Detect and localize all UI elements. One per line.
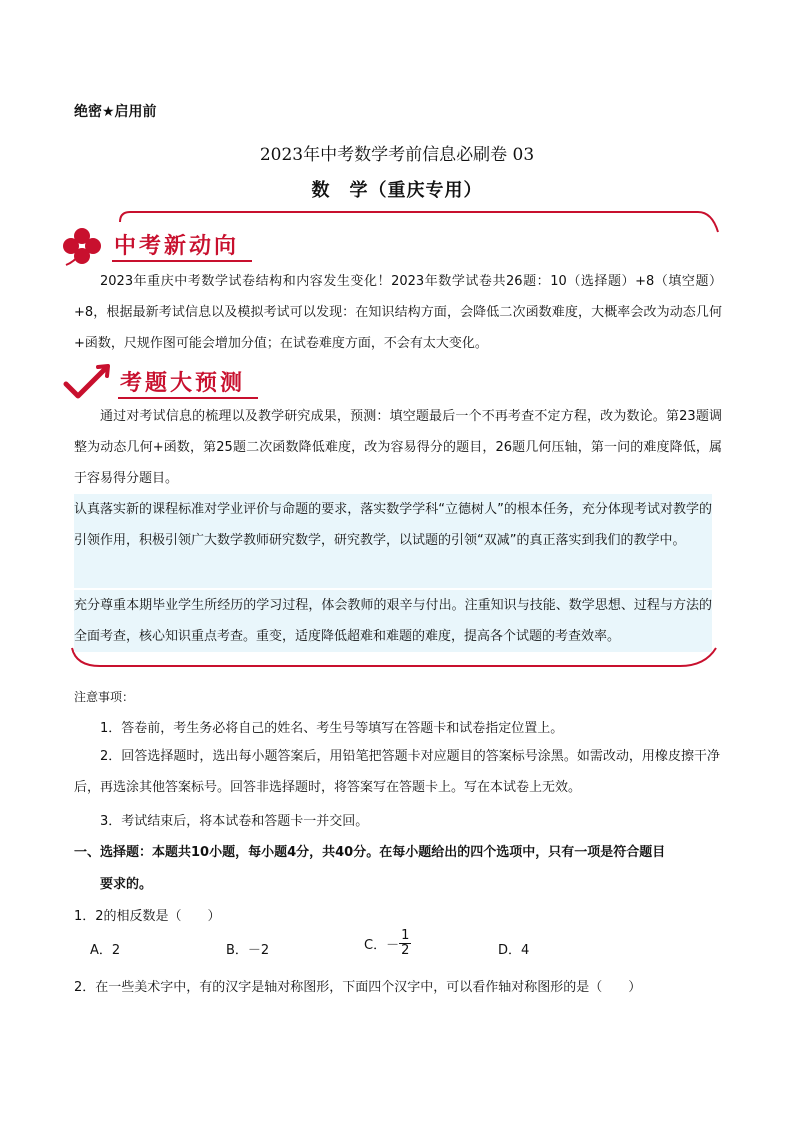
prediction-heading: 考题大预测 <box>120 371 246 396</box>
secret-label: 绝密★启用前 <box>74 104 157 120</box>
notes-heading: 注意事项： <box>74 690 135 704</box>
prediction-text: 通过对考试信息的梳理以及教学研究成果，预测：填空题最后一个不再考查不定方程，改为数论。第23题调整为动态几何+函数，第25题二次函数降低难度，改为容易得分的题目，26题几何压轴，第一问的难度降低，属于容易得分题目。 <box>74 409 722 486</box>
fraction-denominator: 2 <box>401 943 410 958</box>
highlight-block-2 <box>74 590 712 652</box>
clover-icon <box>58 227 108 267</box>
prediction-underline <box>118 397 258 399</box>
fraction-numerator: 1 <box>401 928 410 943</box>
q1-option-d: D．4 <box>498 943 530 958</box>
q1-option-a: A．2 <box>90 943 121 958</box>
trends-heading: 中考新动向 <box>114 234 240 259</box>
highlight-block-1 <box>74 494 712 588</box>
note-item-3: 3．考试结束后，将本试卷和答题卡一并交回。 <box>100 814 369 829</box>
q1-stem: 1．2的相反数是（ ） <box>74 909 221 924</box>
q1-option-c-prefix: C．－ <box>364 938 400 953</box>
q1-option-b: B．－2 <box>226 943 270 958</box>
section-one-heading-cont: 要求的。 <box>100 877 153 892</box>
q1-option-c <box>364 929 411 958</box>
check-arrow-icon <box>62 364 112 402</box>
exam-subtitle: 数 学（重庆专用） <box>311 180 483 201</box>
fraction <box>399 929 411 958</box>
highlight-text-1: 认真落实新的课程标准对学业评价与命题的要求，落实数学学科“立德树人”的根本任务，充分体现考试对教学的引领作用，积极引领广大数学教师研究数学，研究教学，以试题的引领“双减”的真正落实到我们的教学中。 <box>74 502 712 548</box>
section-one-heading: 一、选择题：本题共10小题，每小题4分，共40分。在每小题给出的四个选项中，只有一项是符合题目 <box>74 845 666 860</box>
q2-stem: 2．在一些美术字中，有的汉字是轴对称图形，下面四个汉字中，可以看作轴对称图形的是（ ） <box>74 980 642 995</box>
trends-text: 2023年重庆中考数学试卷结构和内容发生变化！2023年数学试卷共26题：10（选择题）+8（填空题）+8，根据最新考试信息以及模拟考试可以发现：在知识结构方面，会降低二次函数难度，大概率会改为动态几何+函数，尺规作图可能会增加分值；在试卷难度方面，不会有太大变化。 <box>74 274 722 351</box>
trends-underline <box>112 260 252 262</box>
note-item-2: 2．回答选择题时，选出每小题答案后，用铅笔把答题卡对应题目的答案标号涂黑。如需改动，用橡皮擦干净后，再选涂其他答案标号。回答非选择题时，将答案写在答题卡上。写在本试卷上无效。 <box>74 749 720 795</box>
note-item-1: 1．答卷前，考生务必将自己的姓名、考生号等填写在答题卡和试卷指定位置上。 <box>100 721 564 736</box>
highlight-text-2: 充分尊重本期毕业学生所经历的学习过程，体会教师的艰辛与付出。注重知识与技能、数学思想、过程与方法的全面考查，核心知识重点考查。重变，适度降低超难和难题的难度，提高各个试题的考查效率。 <box>74 598 712 644</box>
exam-title: 2023年中考数学考前信息必刷卷 03 <box>259 145 535 165</box>
